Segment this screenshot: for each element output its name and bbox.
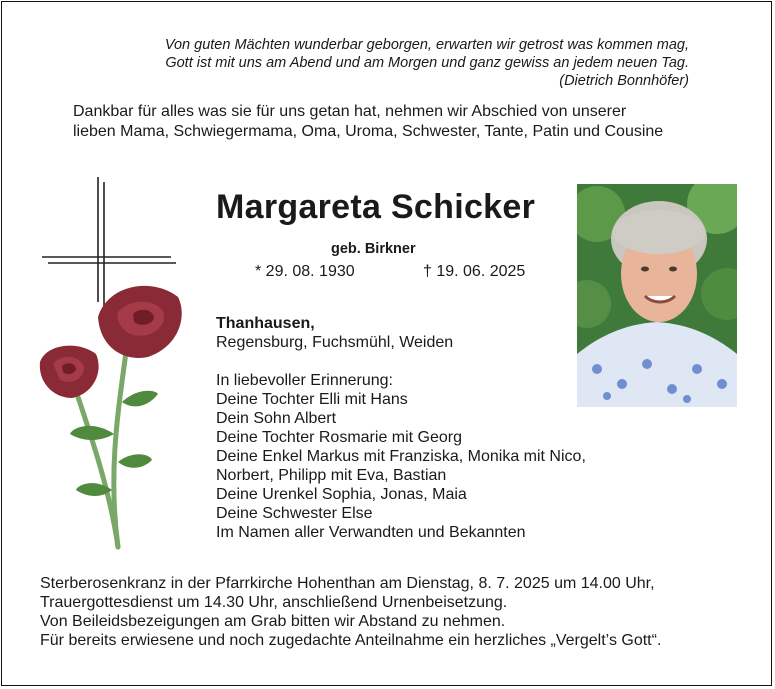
death-date: † 19. 06. 2025 <box>423 263 526 280</box>
quote-block <box>165 36 689 90</box>
quote-line: Von guten Mächten wunderbar geborgen, erwarten wir getrost was kommen mag, <box>164 37 689 53</box>
footer-line: Von Beileidsbezeigungen am Grab bitten wir Abstand zu nehmen. <box>40 613 506 630</box>
quote-line: Gott ist mit uns am Abend und am Morgen und ganz gewiss an jedem neuen Tag. <box>165 55 689 71</box>
rose-icon <box>40 346 99 398</box>
places-block <box>216 314 453 352</box>
list-item: Norbert, Philipp mit Eva, Bastian <box>216 467 447 484</box>
birth-date: * 29. 08. 1930 <box>255 263 355 280</box>
maiden-name: geb. Birkner <box>331 241 416 257</box>
list-item: Deine Urenkel Sophia, Jonas, Maia <box>216 486 467 503</box>
list-item: In liebevoller Erinnerung: <box>216 372 393 389</box>
other-towns: Regensburg, Fuchsmühl, Weiden <box>216 334 454 351</box>
intro-text <box>73 102 663 142</box>
portrait-photo <box>577 184 737 407</box>
list-item: Deine Enkel Markus mit Franziska, Monika mit Nico, <box>216 448 586 465</box>
list-item: Deine Tochter Elli mit Hans <box>216 391 408 408</box>
quote-author: (Dietrich Bonnhöfer) <box>559 73 689 89</box>
list-item: Dein Sohn Albert <box>216 410 337 427</box>
list-item: Deine Tochter Rosmarie mit Georg <box>216 429 463 446</box>
list-item: Im Namen aller Verwandten und Bekannten <box>216 524 526 541</box>
home-town: Thanhausen, <box>216 315 315 332</box>
footer-line: Trauergottesdienst um 14.30 Uhr, anschließend Urnenbeisetzung. <box>40 594 508 611</box>
mourners-list <box>216 371 586 542</box>
intro-line: Dankbar für alles was sie für uns getan hat, nehmen wir Abschied von unserer <box>73 103 627 120</box>
funeral-details <box>40 574 661 650</box>
intro-line: lieben Mama, Schwiegermama, Oma, Uroma, Schwester, Tante, Patin und Cousine <box>73 123 664 140</box>
list-item: Deine Schwester Else <box>216 505 373 522</box>
footer-line: Für bereits erwiesene und noch zugedachte Anteilnahme ein herzliches „Vergelt’s Gott“. <box>40 632 662 649</box>
cross-and-roses-illustration <box>38 172 188 557</box>
footer-line: Sterberosenkranz in der Pfarrkirche Hohenthan am Dienstag, 8. 7. 2025 um 14.00 Uhr, <box>40 575 655 592</box>
rose-icon <box>98 286 182 358</box>
deceased-name: Margareta Schicker <box>216 188 536 226</box>
